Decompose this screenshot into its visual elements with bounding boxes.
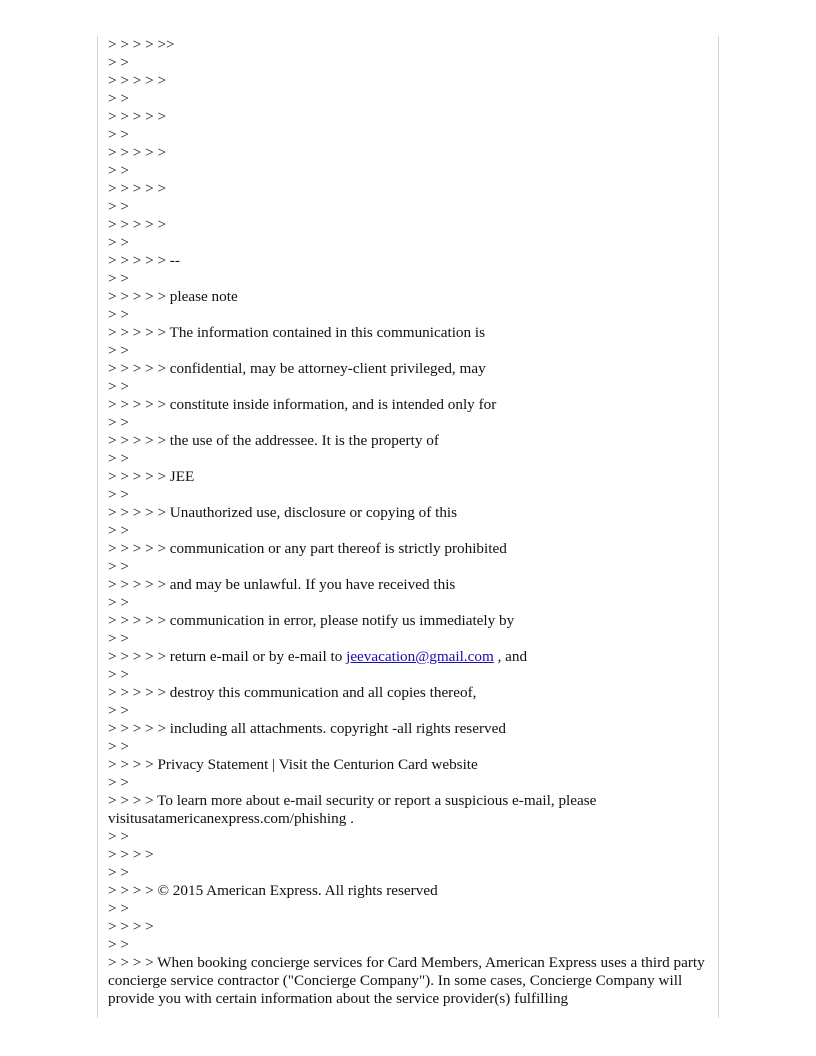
quoted-line: > > > > > [108, 72, 167, 89]
quoted-line: > > [108, 270, 129, 287]
quoted-line: > > [108, 828, 129, 845]
quoted-line: > > [108, 594, 129, 611]
quoted-line: > > [108, 198, 129, 215]
quoted-line: > > [108, 486, 129, 503]
quoted-line: > > [108, 558, 129, 575]
quoted-line: > > > > Privacy Statement | Visit the Centurion Card website [108, 756, 478, 773]
quoted-line: > > [108, 162, 129, 179]
return-line-suffix: , and [493, 648, 528, 665]
quoted-line: > > > > > please note [108, 288, 238, 305]
quoted-line: > > > > To learn more about e-mail security or report a suspicious e-mail, please visitusatamericanexpress.com/phishing . [108, 792, 601, 827]
quoted-line: > > > > >> [108, 36, 175, 53]
quoted-line: > > [108, 738, 129, 755]
quoted-line: > > > > When booking concierge services for Card Members, American Express uses a third party concierge service contractor ("Concierge Company"). In some cases, Concierge Company will provide you with certain information about the service provider(s) fulfilling [108, 954, 709, 1007]
quoted-line: > > > > > destroy this communication and all copies thereof, [108, 684, 477, 701]
quoted-line: > > [108, 936, 129, 953]
quoted-line: > > > > > constitute inside information, and is intended only for [108, 396, 497, 413]
quoted-line: > > > > > The information contained in this communication is [108, 324, 486, 341]
quoted-line: > > > > > JEE [108, 468, 195, 485]
quoted-line: > > [108, 666, 129, 683]
quoted-line: > > > > > the use of the addressee. It is the property of [108, 432, 439, 449]
quoted-line: > > [108, 306, 129, 323]
email-body [108, 36, 708, 1008]
quoted-lines-after [108, 666, 708, 1008]
return-line-prefix: > > > > > return e-mail or by e-mail to [108, 648, 347, 665]
quoted-line: > > > > > confidential, may be attorney-client privileged, may [108, 360, 486, 377]
email-link[interactable]: jeevacation@gmail.com [346, 648, 494, 665]
quoted-line: > > > > > communication in error, please notify us immediately by [108, 612, 515, 629]
quoted-lines-before [108, 36, 708, 648]
quoted-line: > > [108, 774, 129, 791]
quoted-line: > > [108, 126, 129, 143]
quoted-line: > > [108, 234, 129, 251]
quoted-line: > > > > > Unauthorized use, disclosure or copying of this [108, 504, 458, 521]
quoted-line: > > [108, 54, 129, 71]
quoted-line: > > > > [108, 918, 154, 935]
quoted-line: > > > > > communication or any part thereof is strictly prohibited [108, 540, 507, 557]
quoted-line: > > [108, 342, 129, 359]
quoted-line: > > [108, 864, 129, 881]
quoted-line: > > > > > including all attachments. copyright -all rights reserved [108, 720, 506, 737]
quoted-line: > > [108, 90, 129, 107]
return-email-line [108, 648, 708, 666]
quoted-line: > > > > © 2015 American Express. All rights reserved [108, 882, 438, 899]
quoted-line: > > [108, 702, 129, 719]
quoted-line: > > [108, 900, 129, 917]
quoted-line: > > > > > [108, 180, 167, 197]
quoted-line: > > > > > [108, 144, 167, 161]
quoted-line: > > [108, 378, 129, 395]
quoted-line: > > > > > [108, 108, 167, 125]
quoted-line: > > [108, 630, 129, 647]
quoted-line: > > [108, 414, 129, 431]
quoted-line: > > > > > -- [108, 252, 180, 269]
quoted-line: > > [108, 450, 129, 467]
quoted-line: > > > > [108, 846, 154, 863]
quoted-line: > > [108, 522, 129, 539]
quoted-line: > > > > > and may be unlawful. If you have received this [108, 576, 456, 593]
quoted-line: > > > > > [108, 216, 167, 233]
